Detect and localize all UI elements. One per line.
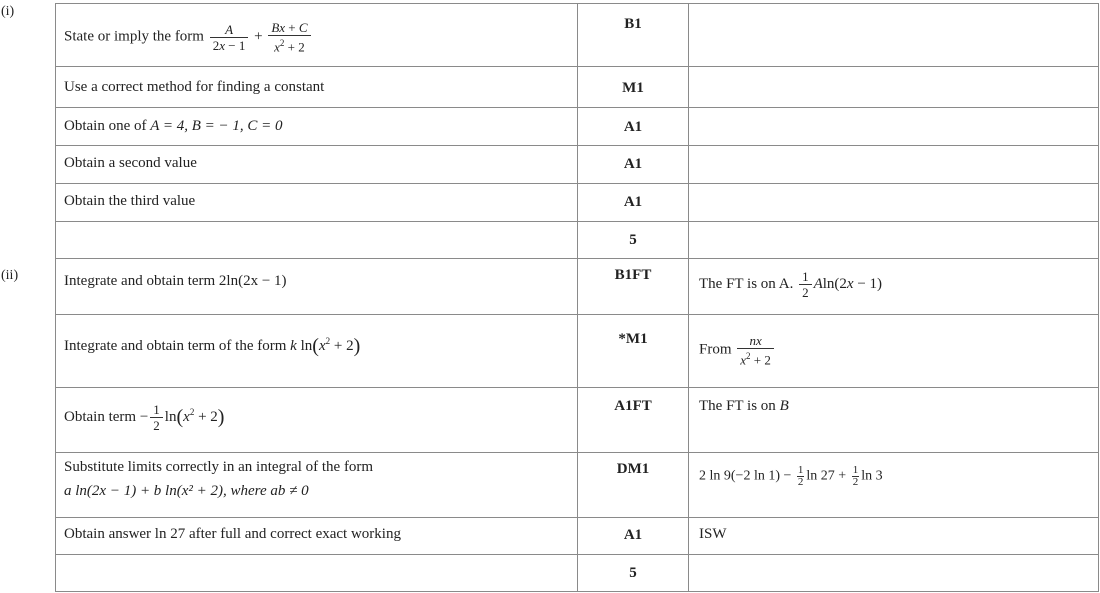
guidance-text: From <box>699 341 732 358</box>
table-row <box>55 517 1099 554</box>
constant-values: A = 4, B = − 1, C = 0 <box>150 118 283 134</box>
row-text: Substitute limits correctly in an integral of the form <box>64 459 374 475</box>
total-mark: 5 <box>629 232 637 248</box>
table-row <box>55 183 1099 221</box>
table-row <box>55 66 1099 107</box>
row-text: Obtain one of <box>64 118 151 134</box>
fraction-a-over-2x-1: $\frac{A}{2x - 1}$ <box>210 22 249 53</box>
table-row: State or imply the form $\frac{A}{2x - 1}$ + $\frac{Bx + C}{x^2 + 2}$ B1 <box>55 3 1099 66</box>
mark: A1 <box>623 194 643 210</box>
fraction-bx-c-over-x2-2: $\frac{Bx + C}{x^2 + 2}$ <box>268 20 310 54</box>
row-text: Integrate and obtain term of the form <box>64 337 291 354</box>
fraction-one-half: $\frac{1}{2}$ <box>799 269 812 300</box>
mark: DM1 <box>616 461 650 477</box>
row-text: Obtain the third value <box>64 193 196 209</box>
guidance-expression: 2 ln 9(−2 ln 1) − $\frac{1}{2}$ ln 27 + $\frac{1}{2}$ ln 3 <box>699 464 883 488</box>
guidance-text: ISW <box>699 526 727 542</box>
mark: M1 <box>622 80 644 96</box>
table-row: Obtain term − $\frac{1}{2}$ $\ln(x^2 + 2)$ A1FT The FT is on B <box>55 387 1099 452</box>
fraction-nx-over-x2-2: $\frac{nx}{x^2 + 2}$ <box>737 333 774 367</box>
row-text: Obtain answer ln 27 after full and correct exact working <box>64 526 401 542</box>
table-row <box>55 221 1099 258</box>
table-row <box>55 452 1099 517</box>
part-label-ii: (ii) <box>1 268 19 283</box>
guidance-text: The FT is on B <box>699 398 789 414</box>
mark: *M1 <box>618 331 648 347</box>
row-text-formula: a ln(2x − 1) + b ln(x² + 2), where ab ≠ 0 <box>64 483 309 499</box>
guidance-text: The FT is on A. <box>699 275 794 292</box>
table-row: Integrate and obtain term of the form k $\ln(x^2 + 2)$ *M1 From $\frac{nx}{x^2 + 2}$ <box>55 314 1099 387</box>
fraction-one-half: $\frac{1}{2}$ <box>150 402 163 433</box>
row-text: Obtain a second value <box>64 155 197 171</box>
mark: A1 <box>623 527 643 543</box>
mark: A1FT <box>614 398 652 414</box>
table-row: Integrate and obtain term 2ln(2x − 1) B1FT The FT is on A. $\frac{1}{2}$ Aln(2x − 1) <box>55 258 1099 314</box>
mark: B1FT <box>614 267 652 283</box>
part-label-i: (i) <box>1 4 15 19</box>
row-text: Integrate and obtain term 2ln(2x − 1) <box>64 273 287 289</box>
mark: B1 <box>624 16 642 32</box>
row-text: Use a correct method for finding a constant <box>64 79 325 95</box>
row-text: State or imply the form <box>64 28 204 45</box>
total-mark: 5 <box>629 565 637 581</box>
mark: A1 <box>623 119 643 135</box>
mark: A1 <box>623 156 643 172</box>
table-row <box>55 145 1099 183</box>
table-row <box>55 107 1099 145</box>
table-row <box>55 554 1099 592</box>
row-text: Obtain term <box>64 408 137 425</box>
